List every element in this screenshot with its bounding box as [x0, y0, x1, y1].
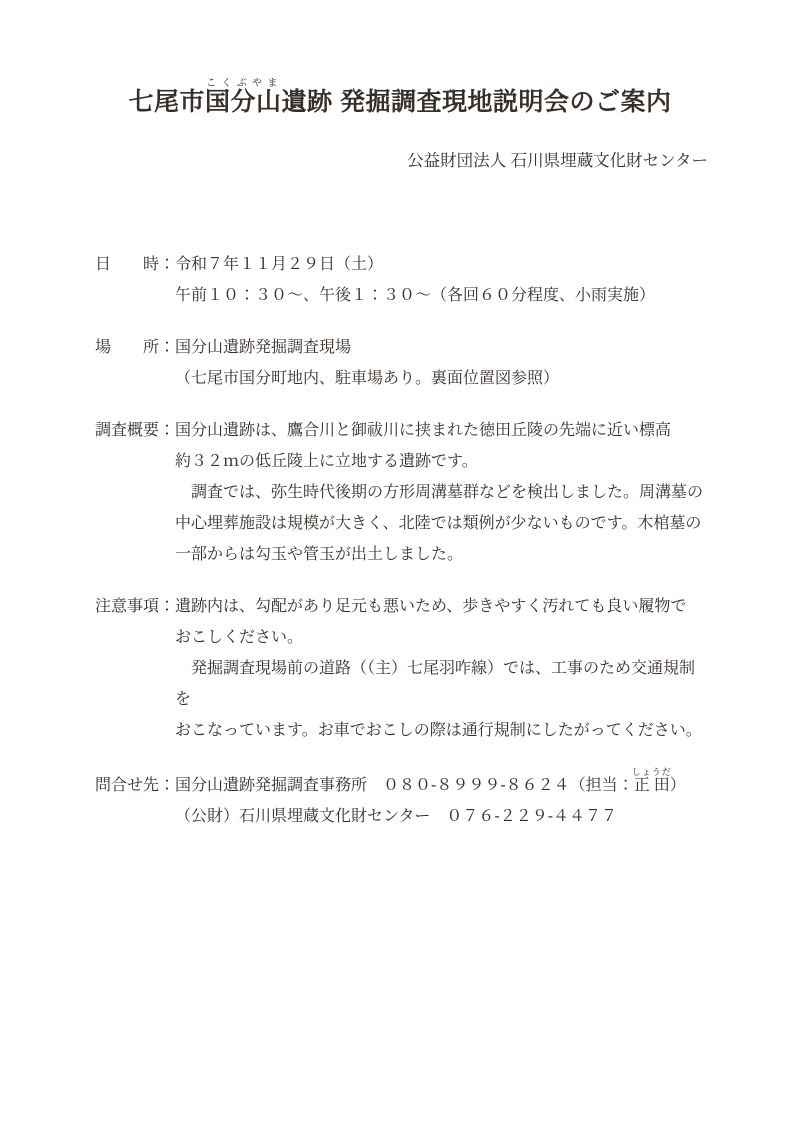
- datetime-line-1: [95, 249, 710, 280]
- survey-line-2: 約３２ｍの低丘陵上に立地する遺跡です。: [175, 452, 478, 470]
- survey-value: 国分山遺跡は、鷹合川と御祓川に挟まれた徳田丘陵の先端に近い標高: [175, 421, 672, 439]
- section-contact: [95, 767, 710, 832]
- section-notes: [95, 591, 710, 746]
- place-value: 国分山遺跡発掘調査現場: [175, 338, 352, 356]
- notes-line-3: 発掘調査現場前の道路（（主）七尾羽咋線）では、工事のため交通規制を: [175, 659, 696, 708]
- section-datetime: [95, 249, 710, 311]
- contact-person-furigana: しょうだ: [631, 766, 672, 777]
- notes-line-4: おこなっています。お車でおこしの際は通行規制にしたがってください。: [175, 721, 702, 739]
- survey-line-1: [95, 415, 710, 446]
- page-title: [0, 78, 800, 120]
- survey-line-4: 中心埋葬施設は規模が大きく、北陸では類例が少ないものです。木棺墓の: [175, 514, 702, 532]
- title-ruby: [205, 78, 282, 116]
- datetime-label: 日 時：: [95, 255, 176, 273]
- datetime-line-2: 午前１０：３０～、午後１：３０～（各回６０分程度、小雨実施）: [175, 286, 656, 304]
- notes-value: 遺跡内は、勾配があり足元も悪いため、歩きやすく汚れても良い履物で: [175, 597, 687, 615]
- contact-line-2: （公財）石川県埋蔵文化財センター ０７６-２２９-４４７７: [175, 807, 618, 825]
- contact-person-name: 正田: [631, 776, 672, 794]
- title-ruby-base: 国分山: [205, 88, 282, 116]
- survey-line-5: 一部からは勾玉や管玉が出土しました。: [175, 545, 464, 563]
- contact-label: 問合せ先：: [95, 776, 176, 794]
- notes-line-1: [95, 591, 710, 622]
- contact-line-1-close: ）: [669, 776, 686, 794]
- section-survey-overview: [95, 415, 710, 570]
- section-place: [95, 332, 710, 394]
- title-furigana: こくぶやま: [205, 78, 282, 89]
- place-line-2: （七尾市国分町地内、駐車場あり。裏面位置図参照）: [175, 369, 560, 387]
- document-body: [95, 249, 710, 832]
- survey-line-3: 調査では、弥生時代後期の方形周溝墓群などを検出しました。周溝墓の: [175, 483, 704, 501]
- notes-line-2: おこしください。: [175, 628, 304, 646]
- title-text-pre: 七尾市: [128, 88, 206, 116]
- organization-name: 公益財団法人 石川県埋蔵文化財センター: [407, 151, 708, 170]
- survey-label: 調査概要：: [95, 421, 176, 439]
- contact-line-1: [95, 767, 710, 801]
- place-line-1: [95, 332, 710, 363]
- datetime-value: 令和７年１１月２９日（土）: [175, 255, 384, 273]
- notes-label: 注意事項：: [95, 597, 176, 615]
- title-text-post: 遺跡 発掘調査現地説明会のご案内: [281, 88, 672, 116]
- place-label: 場 所：: [95, 338, 176, 356]
- contact-person-ruby: [631, 766, 672, 794]
- contact-office-phone: 国分山遺跡発掘調査事務所 ０８０-８９９９-８６２４（担当：: [175, 776, 634, 794]
